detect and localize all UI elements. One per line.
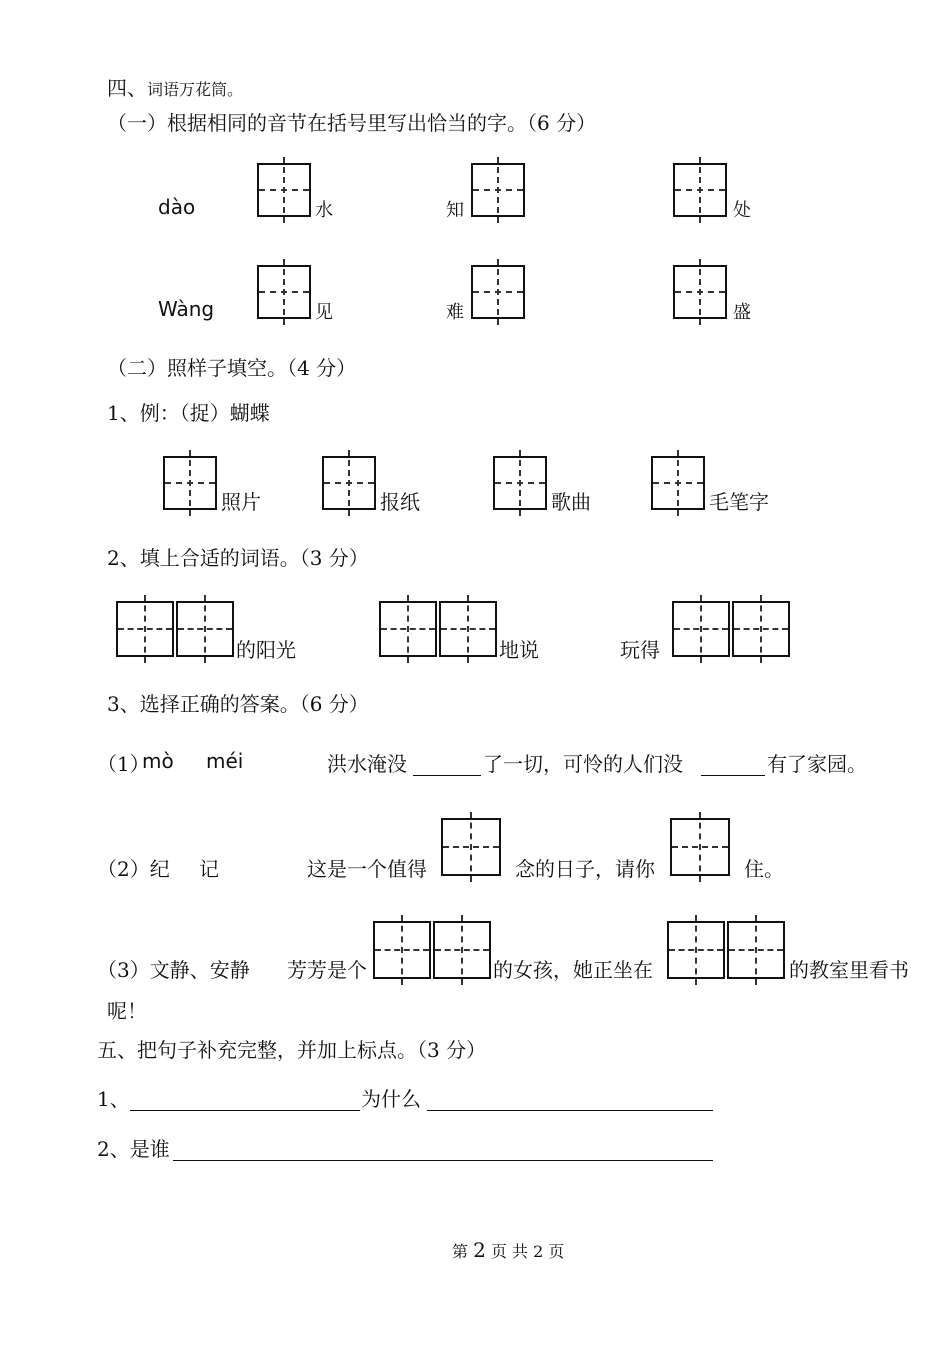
part3-heading: 2、填上合适的词语。（3 分）	[107, 546, 369, 570]
char-box[interactable]	[672, 601, 730, 657]
section5-q1-mid: 为什么	[361, 1087, 421, 1111]
q3-text-1: 芳芳是个	[287, 958, 367, 982]
char-box[interactable]	[176, 601, 234, 657]
section5-q1-number: 1、	[97, 1087, 130, 1111]
word-nan: 难	[446, 302, 464, 323]
part2-example: 1、例：（捉）蝴蝶	[107, 401, 270, 425]
word-gequ: 歌曲	[551, 490, 591, 514]
q3-text-4: 呢！	[107, 999, 147, 1023]
section5-heading: 五、把句子补充完整，并加上标点。（3 分）	[97, 1038, 487, 1062]
q2-option-ji2: 记	[199, 857, 219, 881]
char-box[interactable]	[441, 818, 501, 876]
char-box[interactable]	[433, 921, 491, 979]
footer-pre: 第	[452, 1242, 469, 1261]
q2-text-1: 这是一个值得	[307, 857, 427, 881]
q3-number-options: （3）文静、安静	[97, 958, 250, 982]
word-baozhi: 报纸	[380, 490, 420, 514]
section5-q2: 2、是谁	[97, 1137, 170, 1161]
char-box[interactable]	[673, 163, 727, 217]
char-box[interactable]	[670, 818, 730, 876]
word-dishuo: 地说	[499, 638, 539, 662]
q1-text-2: 了一切，可怜的人们没	[483, 752, 683, 776]
char-box[interactable]	[471, 163, 525, 217]
footer-current-page: 2	[473, 1238, 486, 1262]
char-box[interactable]	[116, 601, 174, 657]
q1-text-1: 洪水淹没	[327, 752, 407, 776]
word-jian: 见	[315, 302, 333, 323]
part4-heading: 3、选择正确的答案。（6 分）	[107, 692, 369, 716]
char-box[interactable]	[651, 456, 705, 510]
q2-text-2: 念的日子，请你	[515, 857, 655, 881]
section4-number: 四、	[107, 76, 147, 100]
char-box[interactable]	[439, 601, 497, 657]
q1-option-mo: mò	[142, 749, 174, 773]
q1-text-3: 有了家园。	[767, 752, 867, 776]
section5-q1-blank-2[interactable]	[427, 1110, 713, 1111]
footer-mid: 页 共	[490, 1242, 529, 1261]
q2-text-3: 住。	[744, 857, 784, 881]
q1-option-mei: méi	[206, 749, 244, 773]
word-chu: 处	[733, 200, 751, 221]
part1-heading: （一）根据相同的音节在括号里写出恰当的字。（6 分）	[107, 111, 597, 135]
char-box[interactable]	[667, 921, 725, 979]
footer-post: 页	[548, 1242, 565, 1261]
word-sheng: 盛	[733, 302, 751, 323]
char-box[interactable]	[257, 163, 311, 217]
pinyin-wang: Wàng	[158, 297, 215, 321]
word-deyangguang: 的阳光	[236, 638, 296, 662]
char-box[interactable]	[471, 265, 525, 319]
char-box[interactable]	[732, 601, 790, 657]
char-box[interactable]	[673, 265, 727, 319]
q1-blank-2[interactable]	[701, 775, 765, 776]
part2-heading: （二）照样子填空。（4 分）	[107, 356, 357, 380]
page-footer	[452, 1240, 564, 1260]
q2-number-option-ji: （2）纪	[97, 857, 170, 881]
char-box[interactable]	[373, 921, 431, 979]
section5-q2-blank[interactable]	[173, 1160, 713, 1161]
word-shui: 水	[315, 200, 333, 221]
section4-title	[107, 78, 243, 98]
q3-text-2: 的女孩，她正坐在	[493, 958, 653, 982]
q3-text-3: 的教室里看书	[789, 958, 909, 982]
char-box[interactable]	[322, 456, 376, 510]
q1-number: （1）	[97, 752, 150, 776]
char-box[interactable]	[379, 601, 437, 657]
section4-title-text: 词语万花筒。	[147, 80, 244, 99]
char-box[interactable]	[727, 921, 785, 979]
word-zhi: 知	[446, 200, 464, 221]
char-box[interactable]	[257, 265, 311, 319]
char-box[interactable]	[493, 456, 547, 510]
word-maobizi: 毛笔字	[709, 490, 769, 514]
char-box[interactable]	[163, 456, 217, 510]
word-zhaopian: 照片	[221, 490, 261, 514]
word-wande: 玩得	[620, 638, 660, 662]
q1-blank-1[interactable]	[413, 775, 481, 776]
footer-total-pages: 2	[533, 1242, 544, 1261]
section5-q1-blank-1[interactable]	[130, 1110, 360, 1111]
pinyin-dao: dào	[158, 195, 196, 219]
